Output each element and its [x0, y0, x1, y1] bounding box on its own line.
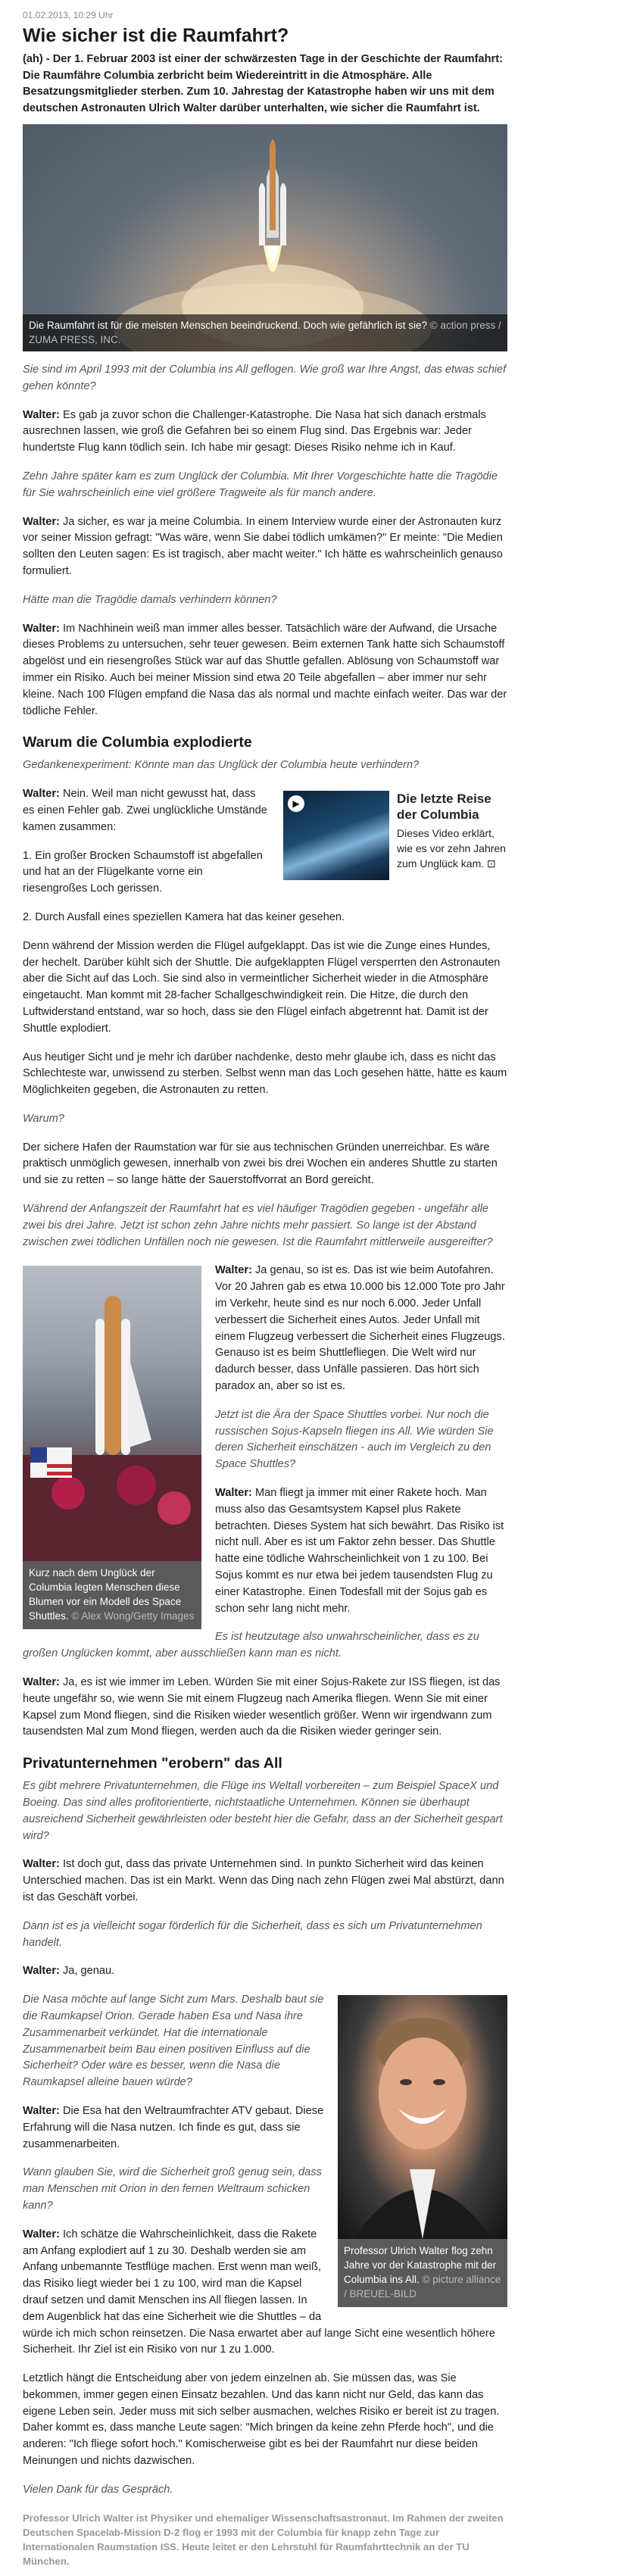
answer: [23, 1675, 507, 1741]
memorial-credit: © Alex Wong/Getty Images: [71, 1610, 195, 1622]
answer-text: Ja, es ist wie immer im Leben. Würden Sie mit einer Sojus-Rakete zur ISS fliegen, ist das heute ungefähr so, wie wenn Sie mit einem Flugzeug nach Amerika fliegen. Wenn Sie mit einer Kapsel zum Mond fliegen, sind die Risiken wieder wesentlich größer. Wenn wir irgendwann zum tausendsten Mal zum Mond fliegen, werden auch da die Risiken wieder geringer sein.: [23, 1676, 501, 1738]
paragraph: 2. Durch Ausfall eines speziellen Kamera hat das keiner gesehen.: [23, 910, 345, 923]
paragraph: Der sichere Hafen der Raumstation war für sie aus technischen Gründen unerreichbar. Es wäre praktisch unmöglich gewesen, innerhalb von zwei bis drei Wochen ein anderes Shuttle zu starten und sie zu retten – so lange hätte der Sauerstoffvorrat an Bord gereicht.: [23, 1141, 498, 1187]
question: Jetzt ist die Ära der Space Shuttles vorbei. Nur noch die russischen Sojus-Kapseln fliegen ins All. Wie würden Sie deren Sicherheit einschätzen - auch im Vergleich zu den Space Shuttles?: [215, 1408, 494, 1471]
hero-credit: © action press / ZUMA PRESS, INC.: [29, 320, 501, 345]
paragraph: Denn während der Mission werden die Flügel aufgeklappt. Das ist wie die Zunge eines Hundes, der hechelt. Darüber kühlt sich der Shuttle. Die aufgeklappten Flügel versperrten den Astronauten aber die Sicht auf das Loch. Sie sind also in vermeintlicher Sicherheit wieder in die Atmosphäre eingetaucht. Man kommt mit 28-facher Schallgeschwindigkeit rein. Die Hitze, die durch den Luftwiderstand entstand, war so hoch, dass sie den Flügel einfach abgetrennt hat. Damit ist der Shuttle explodiert.: [23, 939, 501, 1035]
walter-figure: [338, 1995, 507, 2307]
question: Es ist heutzutage also unwahrscheinlicher, dass es zu großen Unglücken kommt, aber ausschließen kann man es nicht.: [23, 1631, 479, 1660]
walter-caption-text: Professor Ulrich Walter flog zehn Jahre vor der Katastrophe mit der Columbia ins All.: [344, 2245, 497, 2286]
speaker-label: Walter:: [23, 515, 60, 528]
question: Warum?: [23, 1112, 64, 1125]
article-date: 01.02.2013, 10:29 Uhr: [23, 10, 114, 20]
play-icon[interactable]: ▶: [288, 795, 304, 812]
paragraph: Aus heutiger Sicht und je mehr ich darüber nachdenke, desto mehr glaube ich, dass es nicht das Schlechteste war, unwissend zu sterben. Selbst wenn man das Loch gesehen hätte, hätte es kaum Möglichkeiten gegeben, die Astronauten zu retten.: [23, 1051, 507, 1097]
video-icon: ⊡: [487, 857, 496, 870]
answer-text: Die Esa hat den Weltraumfrachter ATV gebaut. Diese Erfahrung will die Nasa nutzen. Ich finde es gut, dass sie zusammenarbeiten.: [23, 2104, 324, 2150]
walter-portrait-image[interactable]: [338, 1995, 507, 2239]
answer: [23, 1963, 507, 1980]
memorial-caption: [23, 1561, 201, 1629]
answer-text: Ja genau, so ist es. Das ist wie beim Autofahren. Vor 20 Jahren gab es etwa 10.000 bis 12.000 Tote pro Jahr im Verkehr, heute sind es nur noch 6.000. Jeder Unfall verbessert die Sicherheit eines Autos. Jeder Unfall mit einem Flugzeug verbessert die Sicherheit eines Flugzeugs. Genauso ist es beim Shuttlefliegen. Die Welt wird nur dadurch besser, dass Unfälle passieren. Das hört sich paradox an, aber so ist es.: [215, 1264, 505, 1393]
answer-text: Es gab ja zuvor schon die Challenger-Katastrophe. Die Nasa hat sich danach erstmals ausrechnen lassen, wie groß die Gefahren bei so einem Flug sind. Das Ergebnis war: Jeder hundertste Flug kann tödlich sein. Ich habe mir gesagt: Dieses Risiko nehme ich in Kauf.: [23, 408, 486, 454]
answer-text: Nein. Weil man nicht gewusst hat, dass es einen Fehler gab. Zwei unglückliche Umstände kamen zusammen:: [23, 788, 267, 833]
speaker-label: Walter:: [215, 1487, 252, 1500]
answer-text: Ich schätze die Wahrscheinlichkeit, dass die Rakete am Anfang explodiert auf 1 zu 30. Deshalb werden sie am Anfang unbemannte Testflüge machen. Erst wenn man weiß, das Risiko liegt wieder bei 1 zu 100, wird man die Kapsel drauf setzen und damit Menschen ins All fliegen lassen. In dem Augenblick hat das eine Sicherheit wie die Shuttles – da würde ich mich schon reinsetzen. Die Nasa erwartet aber auf lange Sicht eine wesentlich höhere Sicherheit. Ihr Ziel ist ein Risiko von nur 1 zu 1.000.: [23, 2228, 495, 2356]
walter-credit: © picture alliance / BREUEL-BILD: [344, 2274, 501, 2300]
video-description-text: Dieses Video erklärt, wie es vor zehn Jahren zum Unglück kam.: [397, 827, 506, 870]
answer: [23, 1856, 507, 1906]
author-bio-note: Professor Ulrich Walter ist Physiker und ehemaliger Wissenschaftsastronaut. Im Rahmen der zweiten Deutschen Spacelab-Mission D-2 flog er 1993 mit der Columbia für knapp zehn Tage zur Internationalen Raumstation ISS. Heute leitet er den Lehrstuhl für Raumfahrttechnik an der TU München.: [23, 2512, 504, 2567]
video-title[interactable]: Die letzte Reise der Columbia: [397, 792, 491, 823]
question: Sie sind im April 1993 mit der Columbia ins All geflogen. Wie groß war Ihre Angst, das etwas schief gehen könnte?: [23, 364, 507, 392]
article-teaser: (ah) - Der 1. Februar 2003 ist einer der schwärzesten Tage in der Geschichte der Raumfahrt: Die Raumfähre Columbia zerbricht beim Wiedereintritt in die Atmosphäre. Alle Besatzungsmitglieder sterben. Zum 10. Jahrestag der Katastrophe haben wir uns mit dem deutschen Astronauten Ulrich Walter darüber unterhalten, wie sicher die Raumfahrt ist.: [23, 53, 503, 114]
portrait-illustration: [338, 1995, 507, 2239]
hero-image[interactable]: [23, 124, 507, 351]
speaker-label: Walter:: [23, 408, 60, 421]
question: Gedankenexperiment: Könnte man das Unglück der Columbia heute verhindern?: [23, 759, 420, 772]
video-thumbnail[interactable]: [283, 791, 389, 880]
memorial-figure: [23, 1266, 201, 1629]
closing-thanks: Vielen Dank für das Gespräch.: [23, 2483, 173, 2496]
video-teaser[interactable]: [283, 791, 507, 880]
speaker-label: Walter:: [215, 1264, 252, 1277]
memorial-caption-text: Kurz nach dem Unglück der Columbia legten Menschen diese Blumen vor ein Modell des Space Shuttles.: [29, 1567, 182, 1622]
hero-caption-text: Die Raumfahrt ist für die meisten Menschen beeindruckend. Doch wie gefährlich ist sie?: [29, 320, 428, 331]
video-text: [389, 791, 507, 880]
speaker-label: Walter:: [23, 2228, 60, 2240]
question: Die Nasa möchte auf lange Sicht zum Mars. Deshalb baut sie die Raumkapsel Orion. Gerade haben Esa und Nasa ihre Zusammenarbeit verkündet. Hat die internationale Zusammenarbeit beim Bau einen positiven Einfluss auf die Sicherheit? Oder wäre es besser, wenn die Nasa die Raumkapsel alleine bauen würde?: [23, 1994, 324, 2089]
answer: [23, 514, 507, 580]
section-heading: Warum die Columbia explodierte: [23, 734, 252, 751]
paragraph: Letztlich hängt die Entscheidung aber von jedem einzelnen ab. Sie müssen das, was Sie bekommen, immer gegen einen Einsatz bezahlen. Und das kann nicht nur Geld, das kann das eigene Leben sein. Jeder muss mit sich selber ausmachen, welches Risiko er bereit ist zu tragen. Daher kommt es, dass manche Leute sagen: "Mich bringen da keine zehn Pferde hoch", und die anderen: "Ich fliege sofort hoch." Komischerweise gibt es bei der Raumfahrt nur diese beiden Meinungen und nichts dazwischen.: [23, 2372, 500, 2468]
speaker-label: Walter:: [23, 788, 60, 801]
shuttle-model-illustration: [23, 1266, 201, 1561]
walter-caption: [338, 2239, 507, 2307]
article-title: Wie sicher ist die Raumfahrt?: [23, 25, 289, 46]
hero-caption: [23, 314, 507, 351]
speaker-label: Walter:: [23, 622, 60, 635]
speaker-label: Walter:: [23, 2104, 60, 2117]
speaker-label: Walter:: [23, 1858, 60, 1871]
answer-text: Ja, genau.: [62, 1965, 115, 1978]
question: Dann ist es ja vielleicht sogar förderlich für die Sicherheit, dass es sich um Privatunternehmen handelt.: [23, 1919, 482, 1949]
question: Während der Anfangszeit der Raumfahrt hat es viel häufiger Tragödien gegeben - ungefähr alle zwei bis drei Jahre. Jetzt ist schon zehn Jahre nichts mehr passiert. So lange ist der Abstand zwischen zwei tödlichen Unfällen noch nie gewesen. Ist die Raumfahrt mittlerweile ausgereifter?: [23, 1203, 493, 1248]
speaker-label: Walter:: [23, 1965, 60, 1978]
article: [23, 9, 507, 2576]
paragraph: 1. Ein großer Brocken Schaumstoff ist abgefallen und hat an der Flügelkante vorne ein riesengroßes Loch gerissen.: [23, 849, 263, 895]
question: Es gibt mehrere Privatunternehmen, die Flüge ins Weltall vorbereiten – zum Beispiel SpaceX und Boeing. Das sind alles profitorientierte, nichtstaatliche Unternehmen. Können sie überhaupt ausreichend Sicherheit gewährleisten oder besteht hier die Gefahr, dass an der Sicherheit gespart wird?: [23, 1780, 503, 1842]
speaker-label: Walter:: [23, 1676, 60, 1688]
answer-text: Ja sicher, es war ja meine Columbia. In einem Interview wurde einer der Astronauten kurz vor seiner Mission gefragt: "Was wäre, wenn Sie dabei tödlich umkämen?" Er meinte: "Die Medien sollten den Leuten sagen: Es ist tragisch, aber macht weiter." Ich hätte es wahrscheinlich genauso formuliert.: [23, 515, 503, 577]
video-description: [397, 826, 507, 871]
question: Wann glauben Sie, wird die Sicherheit groß genug sein, dass man Menschen mit Orion in den fernen Weltraum schicken kann?: [23, 2166, 322, 2212]
question: Hätte man die Tragödie damals verhindern können?: [23, 593, 277, 606]
answer-text: Ist doch gut, dass das private Unternehmen sind. In punkto Sicherheit wird das keinen Unterschied machen. Das ist ein Markt. Wenn das Ding nach zehn Flügen zwei Mal abstürzt, dann ist das Geschäft vorbei.: [23, 1858, 504, 1903]
answer: [23, 407, 507, 457]
answer: [23, 621, 507, 720]
section-heading: Privatunternehmen "erobern" das All: [23, 1755, 282, 1772]
memorial-image[interactable]: [23, 1266, 201, 1561]
answer-text: Man fliegt ja immer mit einer Rakete hoch. Man muss also das Gesamtsystem Kapsel plus Rakete betrachten. Dieses System hat sich bewährt. Das Risiko ist nicht null. Aber es ist um Faktor zehn besser. Das Shuttle hatte eine tödliche Wahrscheinlichkeit von 1 zu 100. Bei Sojus kommt es nur etwa bei jedem tausendsten Flug zu einer Katastrophe. Einen Todesfall mit der Sojus gab es schon sehr lang nicht mehr.: [215, 1487, 504, 1615]
question: Zehn Jahre später kam es zum Unglück der Columbia. Mit Ihrer Vorgeschichte hatte die Tragödie für Sie wahrscheinlich eine viel größere Tragweite als für manch andere.: [23, 470, 498, 499]
answer-text: Im Nachhinein weiß man immer alles besser. Tatsächlich wäre der Aufwand, die Ursache dieses Problems zu untersuchen, sehr teuer gewesen. Beim externen Tank hatte sich Schaumstoff abgelöst und ein riesengroßes Stück war auf das Shuttle gefallen. Ablösung von Schaumstoff war immer ein Risiko. Auch bei meiner Mission sind etwa 20 Teile abgefallen – aber immer nur sehr kleine. Nach 100 Flügen empfand die Nasa das als normal und machte einfach weiter. Das war der tödliche Fehler.: [23, 622, 507, 717]
